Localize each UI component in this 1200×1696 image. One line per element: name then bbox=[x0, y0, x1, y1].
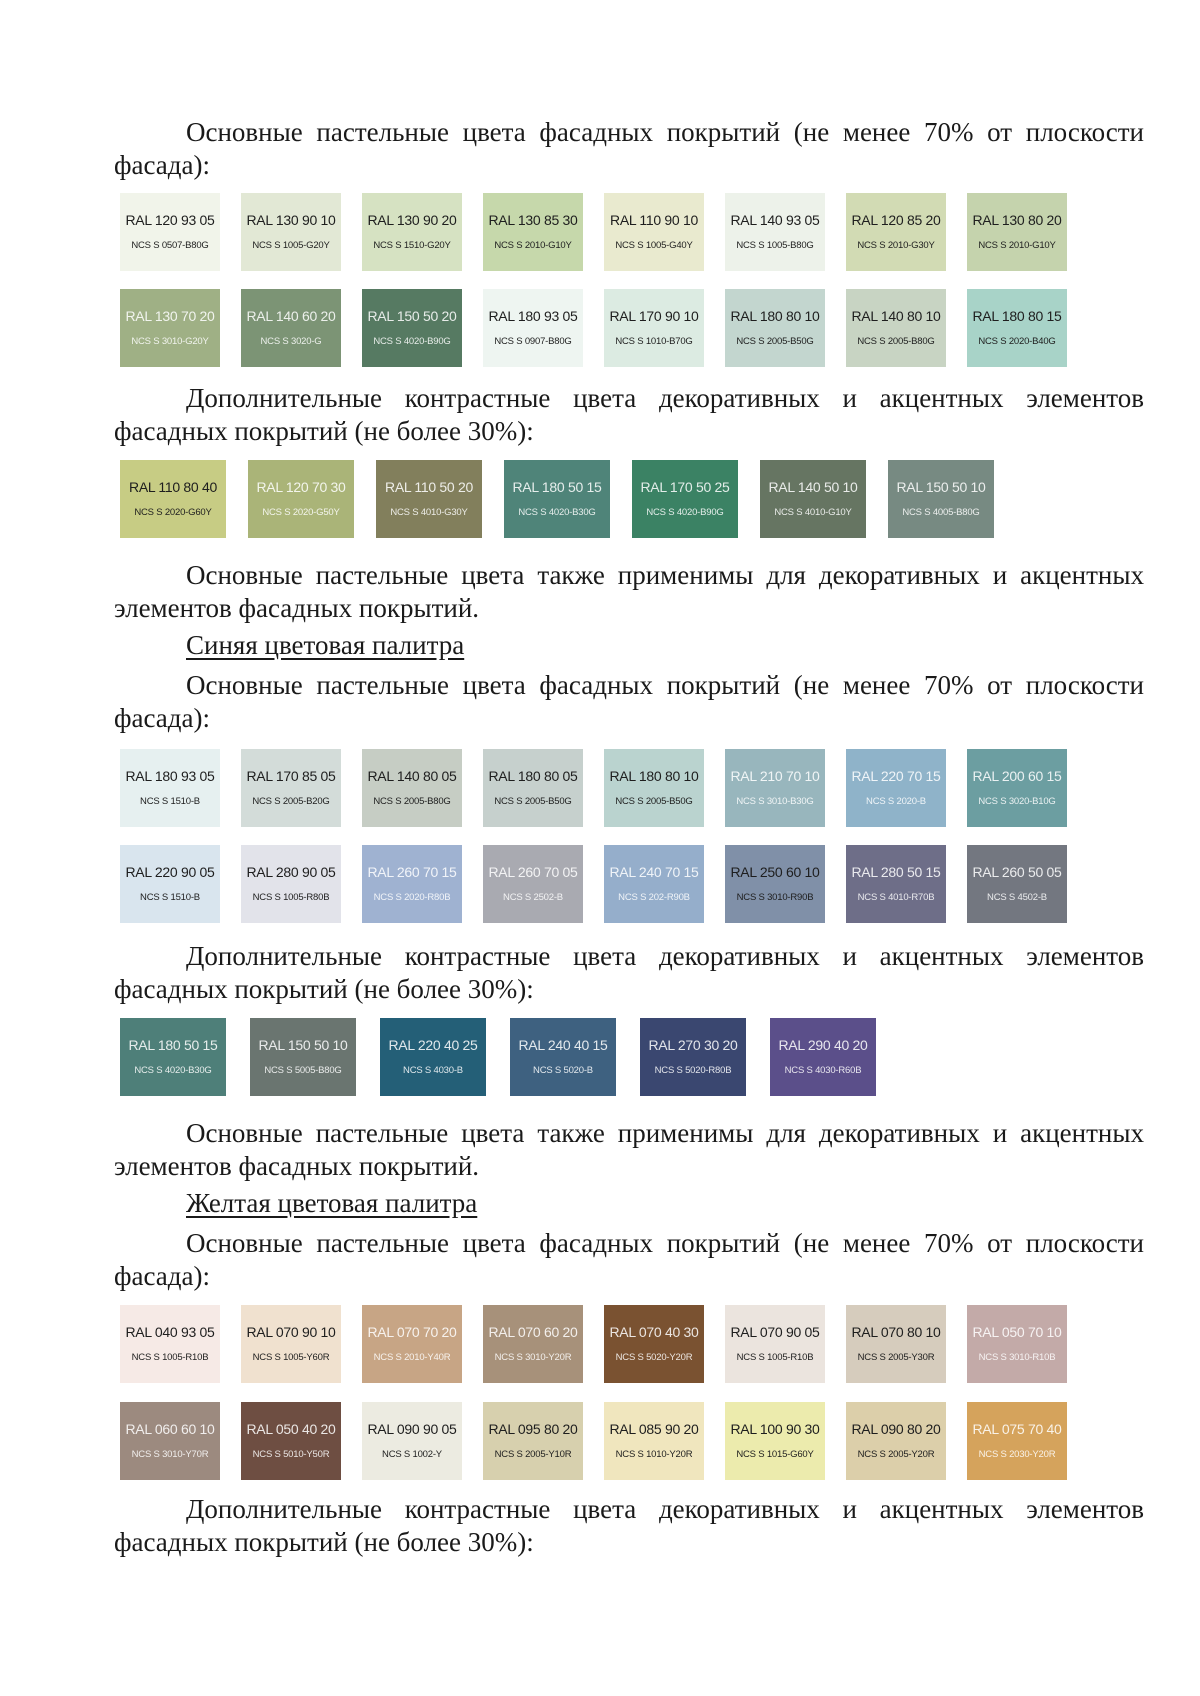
ral-code: RAL 180 93 05 bbox=[125, 768, 215, 784]
ncs-code: NCS S 1010-Y20R bbox=[615, 1449, 693, 1460]
color-swatch bbox=[483, 1402, 583, 1480]
ral-code: RAL 290 40 20 bbox=[778, 1037, 868, 1053]
color-swatch bbox=[770, 1018, 876, 1096]
ral-code: RAL 180 50 15 bbox=[128, 1037, 218, 1053]
color-swatch bbox=[725, 289, 825, 367]
paragraph: Основные пастельные цвета фасадных покрытий (не менее 70% от плоскости фасада): bbox=[114, 117, 1144, 180]
ral-code: RAL 140 80 05 bbox=[367, 768, 457, 784]
ncs-code: NCS S 2005-Y10R bbox=[494, 1449, 572, 1460]
ncs-code: NCS S 2005-B20G bbox=[252, 796, 330, 807]
paragraph: Дополнительные контрастные цвета декоративных и акцентных элементов фасадных покрытий (не более 30%): bbox=[114, 1494, 1144, 1557]
ral-code: RAL 070 60 20 bbox=[488, 1324, 578, 1340]
ral-code: RAL 130 90 20 bbox=[367, 212, 457, 228]
ncs-code: NCS S 0907-B80G bbox=[494, 336, 572, 347]
ncs-code: NCS S 3010-G20Y bbox=[131, 336, 209, 347]
ral-code: RAL 130 85 30 bbox=[488, 212, 578, 228]
ncs-code: NCS S 2005-B50G bbox=[615, 796, 693, 807]
ncs-code: NCS S 4020-B30G bbox=[518, 507, 596, 518]
color-swatch bbox=[725, 1305, 825, 1383]
color-swatch bbox=[604, 1305, 704, 1383]
ral-code: RAL 220 40 25 bbox=[388, 1037, 478, 1053]
ral-code: RAL 100 90 30 bbox=[730, 1421, 820, 1437]
color-swatch bbox=[120, 1018, 226, 1096]
ncs-code: NCS S 1015-G60Y bbox=[736, 1449, 814, 1460]
ral-code: RAL 180 50 15 bbox=[512, 479, 602, 495]
color-swatch bbox=[483, 749, 583, 827]
ncs-code: NCS S 1510-G20Y bbox=[373, 240, 451, 251]
ral-code: RAL 075 70 40 bbox=[972, 1421, 1062, 1437]
paragraph: Дополнительные контрастные цвета декоративных и акцентных элементов фасадных покрытий (не более 30%): bbox=[114, 383, 1144, 446]
ncs-code: NCS S 2502-B bbox=[503, 892, 563, 903]
color-swatch bbox=[120, 845, 220, 923]
color-swatch bbox=[967, 289, 1067, 367]
color-swatch bbox=[241, 193, 341, 271]
color-swatch bbox=[967, 749, 1067, 827]
ncs-code: NCS S 2020-G60Y bbox=[134, 507, 212, 518]
color-swatch bbox=[604, 1402, 704, 1480]
color-swatch bbox=[483, 845, 583, 923]
ral-code: RAL 040 93 05 bbox=[125, 1324, 215, 1340]
paragraph: Основные пастельные цвета также применимы для декоративных и акцентных элементов фасадных покрытий. bbox=[114, 560, 1144, 623]
ral-code: RAL 260 50 05 bbox=[972, 864, 1062, 880]
ncs-code: NCS S 0507-B80G bbox=[131, 240, 209, 251]
ncs-code: NCS S 2030-Y20R bbox=[978, 1449, 1056, 1460]
color-swatch bbox=[483, 193, 583, 271]
ral-code: RAL 140 60 20 bbox=[246, 308, 336, 324]
color-swatch bbox=[362, 845, 462, 923]
color-swatch bbox=[725, 845, 825, 923]
ral-code: RAL 150 50 10 bbox=[258, 1037, 348, 1053]
ral-code: RAL 110 90 10 bbox=[610, 212, 698, 228]
color-swatch bbox=[967, 1402, 1067, 1480]
color-swatch bbox=[362, 749, 462, 827]
ncs-code: NCS S 1510-B bbox=[140, 892, 200, 903]
ral-code: RAL 070 90 10 bbox=[246, 1324, 336, 1340]
ral-code: RAL 220 70 15 bbox=[851, 768, 941, 784]
ncs-code: NCS S 2020-R80B bbox=[373, 892, 451, 903]
ral-code: RAL 180 80 10 bbox=[730, 308, 820, 324]
ral-code: RAL 260 70 15 bbox=[367, 864, 457, 880]
color-swatch bbox=[241, 289, 341, 367]
color-swatch bbox=[380, 1018, 486, 1096]
color-swatch bbox=[604, 289, 704, 367]
color-swatch bbox=[510, 1018, 616, 1096]
ncs-code: NCS S 4502-B bbox=[987, 892, 1047, 903]
ral-code: RAL 180 80 10 bbox=[609, 768, 699, 784]
ncs-code: NCS S 2010-G10Y bbox=[494, 240, 572, 251]
ral-code: RAL 085 90 20 bbox=[609, 1421, 699, 1437]
color-swatch bbox=[604, 845, 704, 923]
color-swatch bbox=[483, 289, 583, 367]
color-swatch bbox=[846, 1402, 946, 1480]
ral-code: RAL 120 85 20 bbox=[851, 212, 941, 228]
color-swatch bbox=[362, 289, 462, 367]
ncs-code: NCS S 3010-R90B bbox=[736, 892, 814, 903]
color-swatch bbox=[760, 460, 866, 538]
ral-code: RAL 120 93 05 bbox=[125, 212, 215, 228]
ncs-code: NCS S 2005-B80G bbox=[373, 796, 451, 807]
ncs-code: NCS S 1005-R80B bbox=[252, 892, 330, 903]
ncs-code: NCS S 1005-Y60R bbox=[252, 1352, 330, 1363]
color-swatch bbox=[846, 845, 946, 923]
color-swatch bbox=[241, 1305, 341, 1383]
ncs-code: NCS S 2010-Y40R bbox=[373, 1352, 451, 1363]
ncs-code: NCS S 1005-R10B bbox=[131, 1352, 209, 1363]
color-swatch bbox=[725, 193, 825, 271]
ral-code: RAL 140 50 10 bbox=[768, 479, 858, 495]
ncs-code: NCS S 4020-B30G bbox=[134, 1065, 212, 1076]
palette-heading: Синяя цветовая палитра bbox=[186, 630, 465, 660]
ncs-code: NCS S 4010-G10Y bbox=[774, 507, 852, 518]
paragraph: Основные пастельные цвета фасадных покрытий (не менее 70% от плоскости фасада): bbox=[114, 1228, 1144, 1291]
color-swatch bbox=[120, 1305, 220, 1383]
color-swatch bbox=[725, 1402, 825, 1480]
ncs-code: NCS S 4005-B80G bbox=[902, 507, 980, 518]
color-swatch bbox=[846, 1305, 946, 1383]
ncs-code: NCS S 4010-G30Y bbox=[390, 507, 468, 518]
ncs-code: NCS S 202-R90B bbox=[618, 892, 690, 903]
ral-code: RAL 130 70 20 bbox=[125, 308, 215, 324]
ral-code: RAL 170 85 05 bbox=[246, 768, 336, 784]
ral-code: RAL 140 80 10 bbox=[851, 308, 941, 324]
color-swatch bbox=[967, 845, 1067, 923]
color-swatch bbox=[120, 289, 220, 367]
ncs-code: NCS S 3020-G bbox=[260, 336, 322, 347]
ncs-code: NCS S 2020-B bbox=[866, 796, 926, 807]
ral-code: RAL 180 80 05 bbox=[488, 768, 578, 784]
ral-code: RAL 240 40 15 bbox=[518, 1037, 608, 1053]
ncs-code: NCS S 5020-R80B bbox=[654, 1065, 732, 1076]
ncs-code: NCS S 4020-B90G bbox=[646, 507, 724, 518]
ral-code: RAL 140 93 05 bbox=[730, 212, 820, 228]
color-swatch bbox=[362, 1305, 462, 1383]
ral-code: RAL 070 90 05 bbox=[730, 1324, 820, 1340]
ral-code: RAL 130 80 20 bbox=[972, 212, 1062, 228]
ncs-code: NCS S 3010-Y70R bbox=[131, 1449, 209, 1460]
ral-code: RAL 110 80 40 bbox=[129, 479, 217, 495]
ral-code: RAL 070 70 20 bbox=[367, 1324, 457, 1340]
ncs-code: NCS S 3010-R10B bbox=[978, 1352, 1056, 1363]
color-swatch bbox=[604, 749, 704, 827]
ral-code: RAL 280 50 15 bbox=[851, 864, 941, 880]
ncs-code: NCS S 2020-G50Y bbox=[262, 507, 340, 518]
ral-code: RAL 200 60 15 bbox=[972, 768, 1062, 784]
color-swatch bbox=[640, 1018, 746, 1096]
ncs-code: NCS S 2005-B50G bbox=[494, 796, 572, 807]
ral-code: RAL 070 40 30 bbox=[609, 1324, 699, 1340]
color-swatch bbox=[725, 749, 825, 827]
color-swatch bbox=[504, 460, 610, 538]
ral-code: RAL 130 90 10 bbox=[246, 212, 336, 228]
ral-code: RAL 240 70 15 bbox=[609, 864, 699, 880]
ncs-code: NCS S 2010-G30Y bbox=[857, 240, 935, 251]
ral-code: RAL 270 30 20 bbox=[648, 1037, 738, 1053]
ral-code: RAL 110 50 20 bbox=[385, 479, 473, 495]
color-swatch bbox=[967, 193, 1067, 271]
ncs-code: NCS S 4030-R60B bbox=[784, 1065, 862, 1076]
ral-code: RAL 095 80 20 bbox=[488, 1421, 578, 1437]
color-swatch bbox=[120, 1402, 220, 1480]
color-swatch bbox=[632, 460, 738, 538]
ral-code: RAL 180 80 15 bbox=[972, 308, 1062, 324]
ncs-code: NCS S 4020-B90G bbox=[373, 336, 451, 347]
color-swatch bbox=[967, 1305, 1067, 1383]
ral-code: RAL 220 90 05 bbox=[125, 864, 215, 880]
ncs-code: NCS S 2005-B80G bbox=[857, 336, 935, 347]
ral-code: RAL 250 60 10 bbox=[730, 864, 820, 880]
ral-code: RAL 150 50 10 bbox=[896, 479, 986, 495]
ncs-code: NCS S 1010-B70G bbox=[615, 336, 693, 347]
paragraph: Основные пастельные цвета также применимы для декоративных и акцентных элементов фасадных покрытий. bbox=[114, 1118, 1144, 1181]
ral-code: RAL 180 93 05 bbox=[488, 308, 578, 324]
color-swatch bbox=[241, 845, 341, 923]
color-swatch bbox=[120, 460, 226, 538]
color-swatch bbox=[120, 193, 220, 271]
paragraph: Дополнительные контрастные цвета декоративных и акцентных элементов фасадных покрытий (не более 30%): bbox=[114, 941, 1144, 1004]
ncs-code: NCS S 1005-B80G bbox=[736, 240, 814, 251]
ral-code: RAL 090 80 20 bbox=[851, 1421, 941, 1437]
ral-code: RAL 280 90 05 bbox=[246, 864, 336, 880]
color-swatch bbox=[846, 193, 946, 271]
ncs-code: NCS S 4010-R70B bbox=[857, 892, 935, 903]
ncs-code: NCS S 2005-B50G bbox=[736, 336, 814, 347]
color-swatch bbox=[888, 460, 994, 538]
ral-code: RAL 120 70 30 bbox=[256, 479, 346, 495]
ral-code: RAL 260 70 05 bbox=[488, 864, 578, 880]
ncs-code: NCS S 5010-Y50R bbox=[252, 1449, 330, 1460]
ncs-code: NCS S 5020-Y20R bbox=[615, 1352, 693, 1363]
ncs-code: NCS S 1002-Y bbox=[382, 1449, 442, 1460]
ncs-code: NCS S 2005-Y20R bbox=[857, 1449, 935, 1460]
paragraph: Основные пастельные цвета фасадных покрытий (не менее 70% от плоскости фасада): bbox=[114, 670, 1144, 733]
color-swatch bbox=[846, 749, 946, 827]
ncs-code: NCS S 3020-B10G bbox=[978, 796, 1056, 807]
ncs-code: NCS S 5005-B80G bbox=[264, 1065, 342, 1076]
ral-code: RAL 090 90 05 bbox=[367, 1421, 457, 1437]
ral-code: RAL 050 70 10 bbox=[972, 1324, 1062, 1340]
ncs-code: NCS S 1510-B bbox=[140, 796, 200, 807]
ral-code: RAL 170 90 10 bbox=[609, 308, 699, 324]
color-swatch bbox=[483, 1305, 583, 1383]
ncs-code: NCS S 2010-G10Y bbox=[978, 240, 1056, 251]
ncs-code: NCS S 2020-B40G bbox=[978, 336, 1056, 347]
ral-code: RAL 050 40 20 bbox=[246, 1421, 336, 1437]
color-swatch bbox=[248, 460, 354, 538]
ncs-code: NCS S 3010-Y20R bbox=[494, 1352, 572, 1363]
ncs-code: NCS S 1005-G40Y bbox=[615, 240, 693, 251]
palette-heading: Желтая цветовая палитра bbox=[186, 1188, 478, 1218]
ncs-code: NCS S 1005-G20Y bbox=[252, 240, 330, 251]
ral-code: RAL 150 50 20 bbox=[367, 308, 457, 324]
color-swatch bbox=[362, 193, 462, 271]
ral-code: RAL 170 50 25 bbox=[640, 479, 730, 495]
color-swatch bbox=[241, 1402, 341, 1480]
color-swatch bbox=[846, 289, 946, 367]
color-swatch bbox=[120, 749, 220, 827]
ncs-code: NCS S 3010-B30G bbox=[736, 796, 814, 807]
ncs-code: NCS S 1005-R10B bbox=[736, 1352, 814, 1363]
ncs-code: NCS S 5020-B bbox=[533, 1065, 593, 1076]
ral-code: RAL 060 60 10 bbox=[125, 1421, 215, 1437]
ral-code: RAL 070 80 10 bbox=[851, 1324, 941, 1340]
color-swatch bbox=[250, 1018, 356, 1096]
color-swatch bbox=[604, 193, 704, 271]
color-swatch bbox=[376, 460, 482, 538]
ncs-code: NCS S 4030-B bbox=[403, 1065, 463, 1076]
ncs-code: NCS S 2005-Y30R bbox=[857, 1352, 935, 1363]
ral-code: RAL 210 70 10 bbox=[730, 768, 820, 784]
color-swatch bbox=[241, 749, 341, 827]
color-swatch bbox=[362, 1402, 462, 1480]
